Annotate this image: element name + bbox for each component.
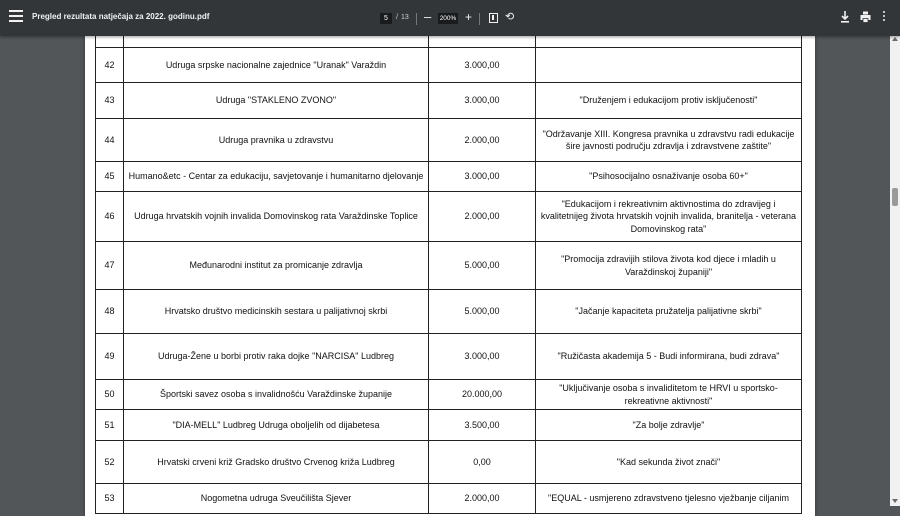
row-number: 46: [96, 192, 124, 242]
amount: 2.000,00: [429, 192, 536, 242]
toolbar-divider: [416, 13, 417, 25]
row-number: 48: [96, 290, 124, 334]
print-icon[interactable]: [860, 11, 871, 23]
project-name: "Za bolje zdravlje": [536, 410, 802, 441]
organization-name: Hrvatsko društvo medicinskih sestara u palijativnoj skrbi: [124, 290, 429, 334]
document-viewer[interactable]: [0, 36, 900, 506]
row-number: 42: [96, 48, 124, 83]
row-number: 53: [96, 484, 124, 514]
amount: 5.000,00: [429, 242, 536, 290]
table-row: [96, 119, 802, 162]
amount: 3.000,00: [429, 334, 536, 380]
project-name: "Druženjem i edukacijom protiv isključenosti": [536, 83, 802, 119]
row-number: 49: [96, 334, 124, 380]
fit-to-page-icon[interactable]: [489, 13, 498, 23]
organization-name: Športski savez osoba s invalidnošću Varaždinske županije: [124, 380, 429, 410]
organization-name: Udruga hrvatskih vojnih invalida Domovinskog rata Varaždinske Toplice: [124, 192, 429, 242]
table-row: [96, 334, 802, 380]
amount: 3.500,00: [429, 410, 536, 441]
amount: 2.000,00: [429, 119, 536, 162]
organization-name: Hrvatski crveni križ Gradsko društvo Crvenog križa Ludbreg: [124, 441, 429, 484]
scroll-up-arrow-icon[interactable]: [892, 37, 898, 41]
project-name: [536, 48, 802, 83]
page-separator: /: [396, 14, 398, 21]
project-name: "Psihosocijalno osnaživanje osoba 60+": [536, 162, 802, 192]
zoom-out-button[interactable]: –: [424, 9, 432, 24]
organization-name: Nogometna udruga Sveučilišta Sjever: [124, 484, 429, 514]
menu-icon[interactable]: [9, 10, 23, 24]
amount: 0,00: [429, 441, 536, 484]
table-row: [96, 162, 802, 192]
project-name: "Promocija zdravijih stilova života kod djece i mladih u Varaždinskoj županiji": [536, 242, 802, 290]
amount: 3.000,00: [429, 48, 536, 83]
organization-name: Udruga pravnika u zdravstvu: [124, 119, 429, 162]
scroll-down-arrow-icon[interactable]: [892, 499, 898, 503]
row-number: 43: [96, 83, 124, 119]
table-row: [96, 83, 802, 119]
pdf-page: [85, 36, 815, 516]
organization-name: "DIA-MELL" Ludbreg Udruga oboljelih od dijabetesa: [124, 410, 429, 441]
total-pages: 13: [401, 14, 409, 21]
table-row: [96, 192, 802, 242]
project-name: "Uključivanje osoba s invaliditetom te HRVI u sportsko-rekreativne aktivnosti": [536, 380, 802, 410]
more-vertical-icon[interactable]: [882, 11, 886, 23]
amount: 2.000,00: [429, 484, 536, 514]
row-number: 52: [96, 441, 124, 484]
row-number: 47: [96, 242, 124, 290]
organization-name: Udruga "STAKLENO ZVONO": [124, 83, 429, 119]
row-number: 45: [96, 162, 124, 192]
document-title: Pregled rezultata natječaja za 2022. godinu.pdf: [32, 12, 210, 21]
table-row: [96, 441, 802, 484]
project-name: "Edukacijom i rekreativnim aktivnostima do zdravijeg i kvalitetnijeg života hrvatskih vojnih invalida, branitelja - veterana Domovinskog rata": [536, 192, 802, 242]
row-number: 51: [96, 410, 124, 441]
vertical-scrollbar[interactable]: [890, 36, 900, 506]
current-page-input[interactable]: 5: [380, 13, 392, 24]
table-row: [96, 48, 802, 83]
row-number: 44: [96, 119, 124, 162]
project-name: "Održavanje XIII. Kongresa pravnika u zdravstvu radi edukacije šire javnosti području zdravlja i zdravstvene zaštite": [536, 119, 802, 162]
zoom-in-button[interactable]: +: [465, 10, 473, 24]
row-number: 50: [96, 380, 124, 410]
amount: 5.000,00: [429, 290, 536, 334]
project-name: "Kad sekunda život znači": [536, 441, 802, 484]
table-row: [96, 242, 802, 290]
amount: 20.000,00: [429, 380, 536, 410]
table-row: [96, 484, 802, 514]
toolbar-divider: [479, 13, 480, 25]
organization-name: Udruga-Žene u borbi protiv raka dojke "NARCISA" Ludbreg: [124, 334, 429, 380]
project-name: "Jačanje kapaciteta pružatelja palijativne skrbi": [536, 290, 802, 334]
zoom-level-input[interactable]: 200%: [439, 15, 457, 22]
table-row: [96, 410, 802, 441]
organization-name: Humano&etc - Centar za edukaciju, savjetovanje i humanitarno djelovanje: [124, 162, 429, 192]
rotate-icon[interactable]: ⟲: [505, 11, 515, 23]
pdf-toolbar: [0, 0, 900, 36]
project-name: "EQUAL - usmjereno zdravstveno tjelesno vježbanje ciljanim: [536, 484, 802, 514]
amount: 3.000,00: [429, 83, 536, 119]
download-icon[interactable]: [840, 10, 850, 24]
table-row: [96, 290, 802, 334]
scrollbar-thumb[interactable]: [892, 188, 898, 206]
table-row: [96, 380, 802, 410]
amount: 3.000,00: [429, 162, 536, 192]
organization-name: Međunarodni institut za promicanje zdravlja: [124, 242, 429, 290]
results-table: [95, 26, 802, 514]
organization-name: Udruga srpske nacionalne zajednice "Uranak" Varaždin: [124, 48, 429, 83]
project-name: "Ružičasta akademija 5 - Budi informirana, budi zdrava": [536, 334, 802, 380]
